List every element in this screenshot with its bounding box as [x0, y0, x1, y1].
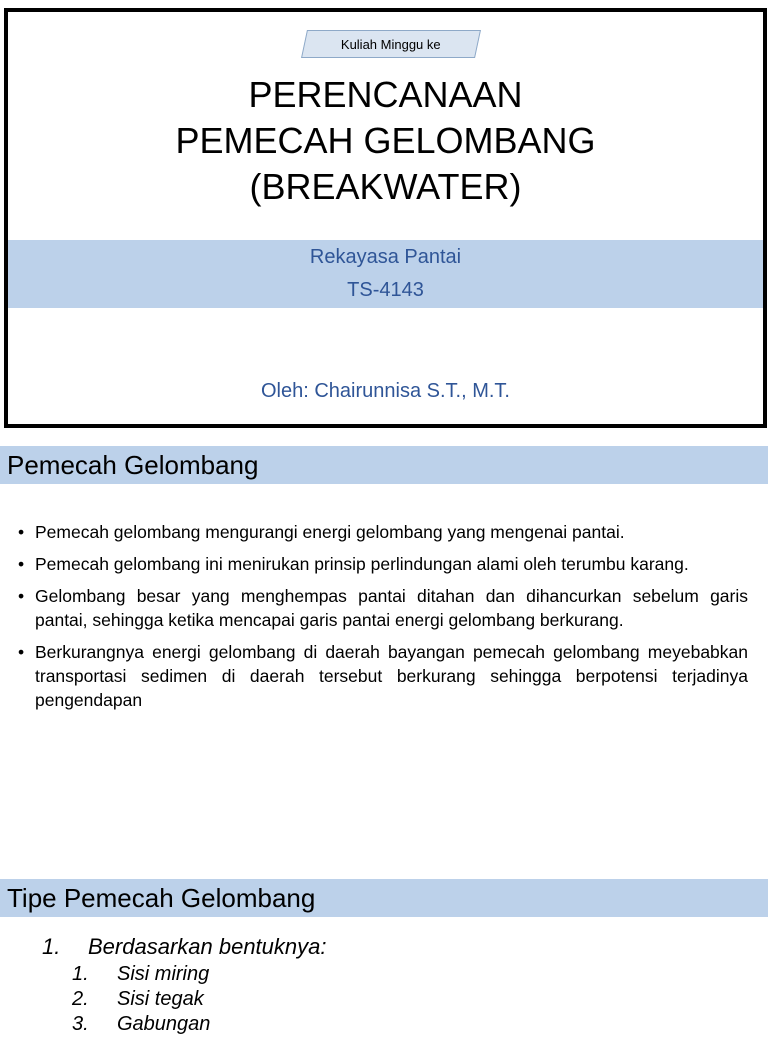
course-code: TS-4143 — [347, 279, 424, 301]
title-line-3: (BREAKWATER) — [249, 166, 522, 207]
subtype-number: 2. — [72, 988, 89, 1010]
subtype-number: 1. — [72, 963, 89, 985]
slide-title — [8, 72, 763, 210]
subtype-item — [42, 987, 742, 1012]
type-list — [42, 932, 742, 1037]
type-item-label: Berdasarkan bentuknya: — [88, 934, 327, 959]
title-line-2: PEMECAH GELOMBANG — [175, 120, 596, 161]
title-line-1: PERENCANAAN — [248, 74, 523, 115]
subtype-item — [42, 1012, 742, 1037]
subtype-item — [42, 962, 742, 987]
course-name: Rekayasa Pantai — [309, 246, 462, 268]
bullet-item: • Berkurangnya energi gelombang di daerah bayangan pemecah gelombang meyebabkan transportasi sedimen di daerah tersebut berkurang sehingga berpotensi terjadinya pengendapan — [18, 640, 748, 712]
course-band — [8, 240, 763, 308]
section-heading-pemecah: Pemecah Gelombang — [0, 446, 768, 484]
bullet-item: • Pemecah gelombang ini menirukan prinsip perlindungan alami oleh terumbu karang. — [18, 552, 748, 576]
type-item-1 — [42, 932, 742, 962]
type-item-number: 1. — [42, 934, 61, 959]
section-heading-tipe: Tipe Pemecah Gelombang — [0, 879, 768, 917]
subtype-label: Sisi tegak — [117, 988, 204, 1010]
week-tag — [301, 30, 481, 58]
subtype-label: Gabungan — [117, 1013, 211, 1035]
bullet-item: • Pemecah gelombang mengurangi energi gelombang yang mengenai pantai. — [18, 520, 748, 544]
bullet-list — [18, 520, 748, 720]
week-tag-label: Kuliah Minggu ke — [341, 36, 441, 52]
subtype-number: 3. — [72, 1013, 89, 1035]
bullet-item: • Gelombang besar yang menghempas pantai ditahan dan dihancurkan sebelum garis pantai, sehingga ketika mencapai garis pantai energi gelombang berkurang. — [18, 584, 748, 632]
title-slide — [4, 8, 767, 428]
subtype-label: Sisi miring — [117, 963, 210, 985]
author-line: Oleh: Chairunnisa S.T., M.T. — [261, 380, 510, 402]
